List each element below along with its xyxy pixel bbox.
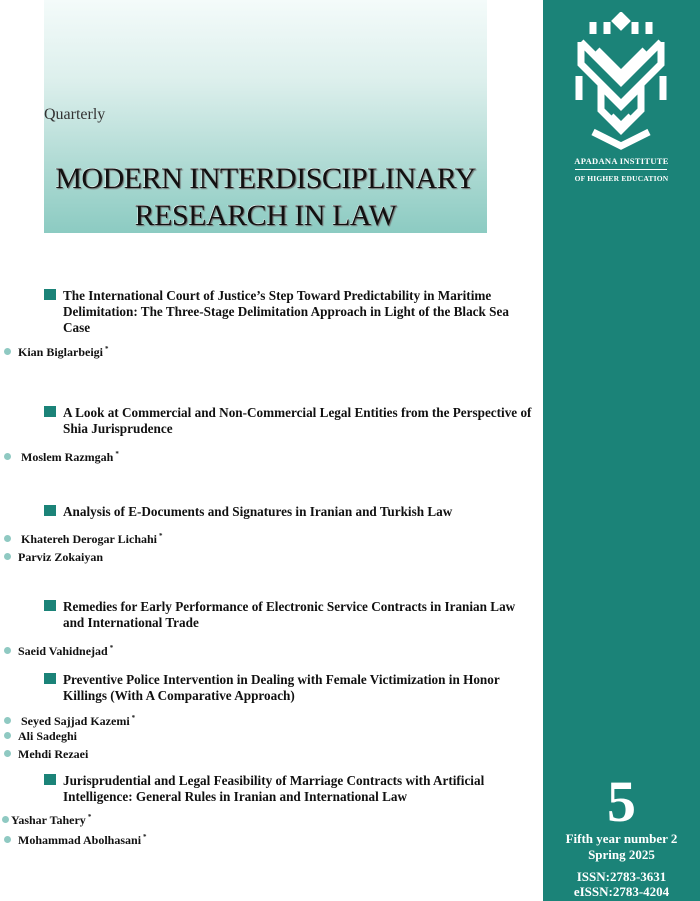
article-2-title-block	[44, 405, 534, 437]
author	[4, 830, 147, 847]
square-bullet-icon	[44, 505, 56, 516]
journal-title-line-1: MODERN INTERDISCIPLINARY	[55, 162, 476, 195]
square-bullet-icon	[44, 673, 56, 684]
author-mark: *	[115, 450, 119, 458]
issue-season: Spring 2025	[588, 847, 655, 862]
apadana-logo-icon	[571, 12, 671, 150]
article-title: The International Court of Justice’s Step Toward Predictability in Maritime Delimitation: The Three-Stage Delimitation Approach in Light of the Black Sea Case	[63, 288, 509, 335]
article-1-title-block	[44, 288, 534, 336]
dot-bullet-icon	[4, 553, 11, 560]
article-title: Jurisprudential and Legal Feasibility of Marriage Contracts with Artificial Intelligence: General Rules in Iranian and International Law	[63, 773, 485, 804]
author	[4, 729, 77, 743]
article-3-title-block	[44, 504, 534, 520]
square-bullet-icon	[44, 600, 56, 611]
sidebar	[543, 0, 700, 901]
author-name: Moslem Razmgah	[21, 450, 114, 464]
dot-bullet-icon	[4, 647, 11, 654]
publisher-name-line-1: APADANA INSTITUTE	[574, 156, 669, 166]
article-title: Analysis of E-Documents and Signatures in Iranian and Turkish Law	[63, 504, 453, 519]
publisher-divider	[575, 169, 667, 170]
square-bullet-icon	[44, 774, 56, 785]
author	[4, 447, 119, 464]
issn: ISSN:2783-3631	[576, 869, 667, 884]
author	[4, 641, 113, 658]
author	[4, 529, 163, 546]
article-title: Preventive Police Intervention in Dealing with Female Victimization in Honor Killings (With A Comparative Approach)	[63, 672, 500, 703]
author	[4, 711, 135, 728]
square-bullet-icon	[44, 289, 56, 300]
dot-bullet-icon	[4, 348, 11, 355]
author-name: Seyed Sajjad Kazemi	[21, 714, 130, 728]
author-name: Mehdi Rezaei	[18, 747, 89, 761]
author-name: Kian Biglarbeigi	[18, 345, 104, 359]
dot-bullet-icon	[4, 535, 11, 542]
author	[4, 342, 109, 359]
issue-year-line: Fifth year number 2	[565, 831, 678, 846]
author-name: Saeid Vahidnejad	[18, 644, 108, 658]
dot-bullet-icon	[4, 453, 11, 460]
journal-frequency: Quarterly	[44, 106, 106, 123]
author-mark: *	[159, 532, 163, 540]
article-title: A Look at Commercial and Non-Commercial Legal Entities from the Perspective of Shia Jurisprudence	[63, 405, 532, 436]
author	[4, 747, 88, 761]
dot-bullet-icon	[4, 836, 11, 843]
publisher-name-line-2: OF HIGHER EDUCATION	[574, 174, 669, 183]
dot-bullet-icon	[4, 717, 11, 724]
journal-title	[44, 160, 487, 234]
author-mark: *	[143, 833, 147, 841]
author-mark: *	[87, 813, 92, 821]
article-4-title-block	[44, 599, 534, 631]
eissn: eISSN:2783-4204	[573, 884, 670, 899]
author	[2, 810, 91, 827]
author-name: Yashar Tahery	[11, 813, 86, 827]
author-name: Ali Sadeghi	[18, 729, 78, 743]
article-6-title-block	[44, 773, 534, 805]
issue-number: 5	[607, 769, 636, 834]
journal-title-line-2: RESEARCH IN LAW	[134, 199, 397, 232]
author	[4, 550, 103, 564]
article-5-title-block	[44, 672, 534, 704]
author-mark: *	[131, 714, 136, 722]
author-mark: *	[105, 345, 109, 353]
article-title: Remedies for Early Performance of Electronic Service Contracts in Iranian Law and International Trade	[63, 599, 516, 630]
dot-bullet-icon	[4, 732, 11, 739]
author-name: Khatereh Derogar Lichahi	[21, 532, 157, 546]
dot-bullet-icon	[2, 816, 9, 823]
author-name: Parviz Zokaiyan	[18, 550, 104, 564]
square-bullet-icon	[44, 406, 56, 417]
dot-bullet-icon	[4, 750, 11, 757]
author-mark: *	[109, 644, 114, 652]
author-name: Mohammad Abolhasani	[18, 833, 142, 847]
